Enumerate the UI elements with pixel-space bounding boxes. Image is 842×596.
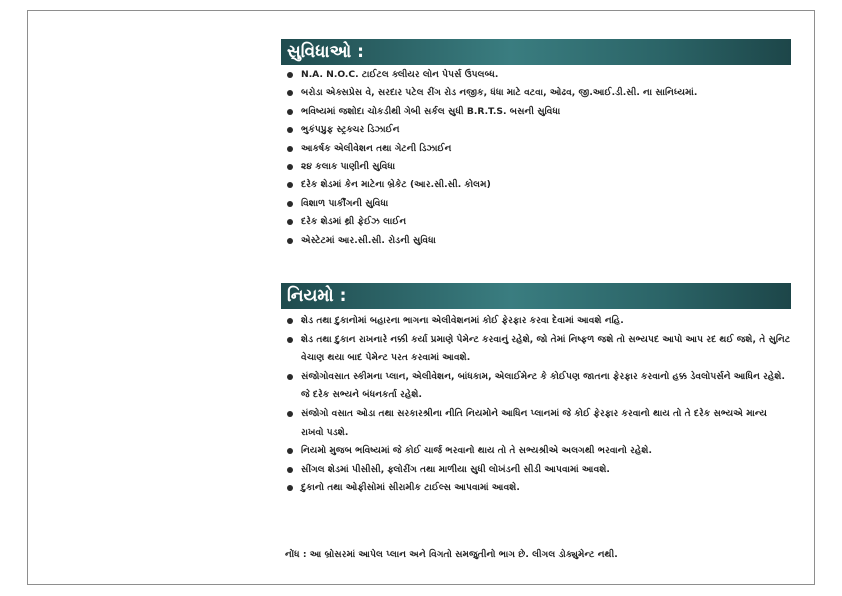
facility-item: એસ્ટેટમાં આર.સી.સી. રોડની સુવિધા: [287, 232, 787, 250]
facility-item: બરોડા એક્સપ્રેસ વે, સરદાર પટેલ રીંગ રોડ નજીક, ધંધા માટે વટવા, ઓઢવ, જી.આઈ.ડી.સી. ના સાનિધ્યમાં.: [287, 84, 787, 102]
rule-item: સીંગલ શેડમાં પીસીસી, ફ્લોરીંગ તથા માળીયા સુધી લોખંડની સીડી આપવામાં આવશે.: [287, 461, 792, 480]
disclaimer-note: નોંધ : આ બ્રોસરમાં આપેલ પ્લાન અને વિગતો સમજુતીનો ભાગ છે. લીગલ ડોક્યુમેન્ટ નથી.: [285, 549, 618, 560]
rule-item: સંજોગો વસાત ઓડા તથા સરકારશ્રીના નીતિ નિયમોને આધિન પ્લાનમાં જે કોઈ ફેરફાર કરવાનો થાય તો તે દરેક સભ્યએ માન્ય રાખવો પડશે.: [287, 405, 792, 442]
rule-item: શેડ તથા દુકાન રાખનારે નક્કી કર્યા પ્રમાણે પેમેન્ટ કરવાનું રહેશે, જો તેમાં નિષ્ફળ જશે તો સભ્યપદ આપો આપ રદ થઈ જશે, તે સુનિટ વેચાણ થયા બાદ પેમેન્ટ પરત કરવામાં આવશે.: [287, 331, 792, 368]
facility-item: ૨૪ કલાક પાણીની સુવિધા: [287, 158, 787, 176]
rule-item: દુકાનો તથા ઓફીસોમાં સીરામીક ટાઈલ્સ આપવામાં આવશે.: [287, 479, 792, 498]
facility-item: દરેક શેડમાં થ્રી ફેઈઝ લાઈન: [287, 213, 787, 231]
facilities-list: [287, 66, 787, 250]
rules-list: [287, 312, 792, 498]
facility-item: N.A. N.O.C. ટાઈટલ ક્લીયર લોન પેપર્સ ઉપલબ્ધ.: [287, 66, 787, 84]
rule-item: શેડ તથા દુકાનોમાં બહારના ભાગના એલીવેશનમાં કોઈ ફેરફાર કરવા દેવામાં આવશે નહિ.: [287, 312, 792, 331]
facility-item: ભુકંપપ્રુફ સ્ટ્રક્ચર ડિઝાઈન: [287, 121, 787, 139]
facility-item: ભવિષ્યમાં જશોદા ચોકડીથી ગેબી સર્કલ સુધી B.R.T.S. બસની સુવિધા: [287, 103, 787, 121]
rule-item: સંજોગોવસાત સ્કીમના પ્લાન, એલીવેશન, બાંધકામ, એલાઈમેન્ટ કે કોઈપણ જાતના ફેરફાર કરવાનો હક્ક ડેવલોપર્સને આધિન રહેશે. જે દરેક સભ્યને બંધનકર્તા રહેશે.: [287, 368, 792, 405]
rule-item: નિયમો મુજબ ભવિષ્યમાં જે કોઈ ચાર્જ ભરવાનો થાય તો તે સભ્યશ્રીએ અલગથી ભરવાનો રહેશે.: [287, 442, 792, 461]
facility-item: વિશાળ પાર્કીંગની સુવિધા: [287, 195, 787, 213]
facility-item: આકર્ષક એલીવેશન તથા ગેટની ડિઝાઈન: [287, 140, 787, 158]
rules-heading: નિયમો :: [281, 283, 791, 309]
facility-item: દરેક શેડમાં કેન માટેના બ્રેકેટ (આર.સી.સી. કોલમ): [287, 176, 787, 194]
facilities-heading: સુવિધાઓ :: [281, 39, 791, 65]
